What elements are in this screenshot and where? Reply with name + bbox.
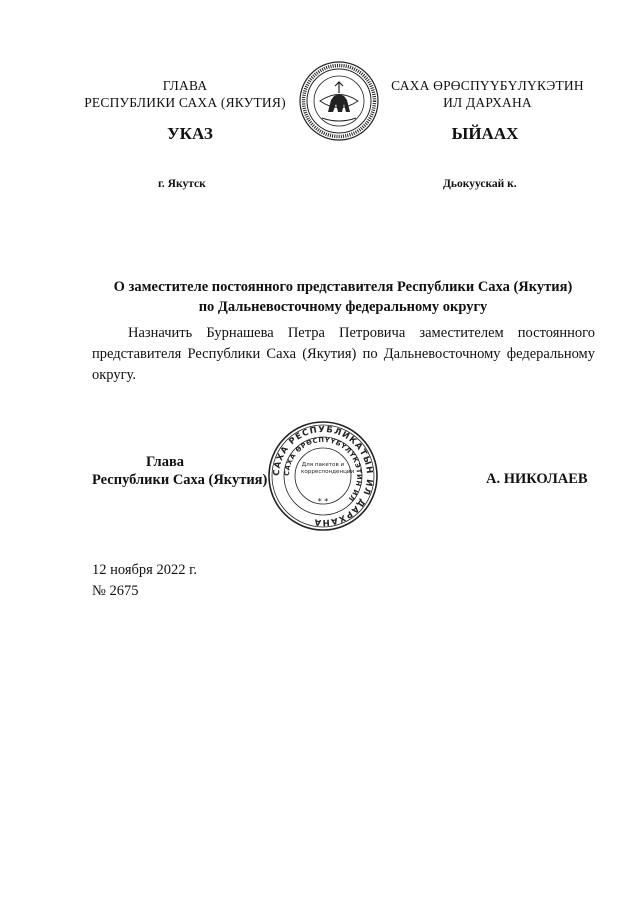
header-right xyxy=(380,77,595,111)
svg-text:* *: * * xyxy=(317,497,329,506)
header-left-line2: РЕСПУБЛИКИ САХА (ЯКУТИЯ) xyxy=(84,95,286,110)
header-right-line2: ИЛ ДАРХАНА xyxy=(443,95,532,110)
document-date: 12 ноября 2022 г. xyxy=(92,562,198,578)
stamp-ring-text: САХА РЕСПУБЛИКАТЫН ИЛ ДАРХАНА xyxy=(270,423,376,529)
emblem-icon xyxy=(298,60,380,142)
title-line2: по Дальневосточному федеральному округу xyxy=(198,299,488,315)
header-left xyxy=(80,77,290,111)
document-number: № 2675 xyxy=(92,583,139,599)
signature-position-line1: Глава xyxy=(145,454,185,470)
document-title xyxy=(60,277,626,317)
place-left: г. Якутск xyxy=(158,178,206,190)
stamp-center-text: Для пакетов и корреспонденции xyxy=(301,462,355,475)
header-left-line1: ГЛАВА xyxy=(162,78,208,93)
doc-kind-left: УКАЗ xyxy=(167,124,213,143)
signature-name: А. НИКОЛАЕВ xyxy=(486,471,588,487)
doc-kind-right: ЫЙААХ xyxy=(451,124,519,143)
place-right: Дьокуускай к. xyxy=(443,178,517,190)
header-right-line1: САХА ӨРӨСПҮҮБҮЛҮКЭТИН xyxy=(391,78,584,93)
title-line1: О заместителе постоянного представителя Республики Саха (Якутия) xyxy=(113,279,573,295)
stamp-ring-text-inner: САХА ӨРӨСПҮҮБҮЛҮКЭТИН ИЛ xyxy=(282,435,364,503)
signature-position-line2: Республики Саха (Якутия) xyxy=(92,472,268,488)
document-body: Назначить Бурнашева Петра Петровича заместителем постоянного представителя Республики Саха (Якутия) по Дальневосточному федеральному округу. xyxy=(92,325,595,383)
official-stamp-icon xyxy=(267,420,379,532)
document-footer xyxy=(92,560,197,602)
